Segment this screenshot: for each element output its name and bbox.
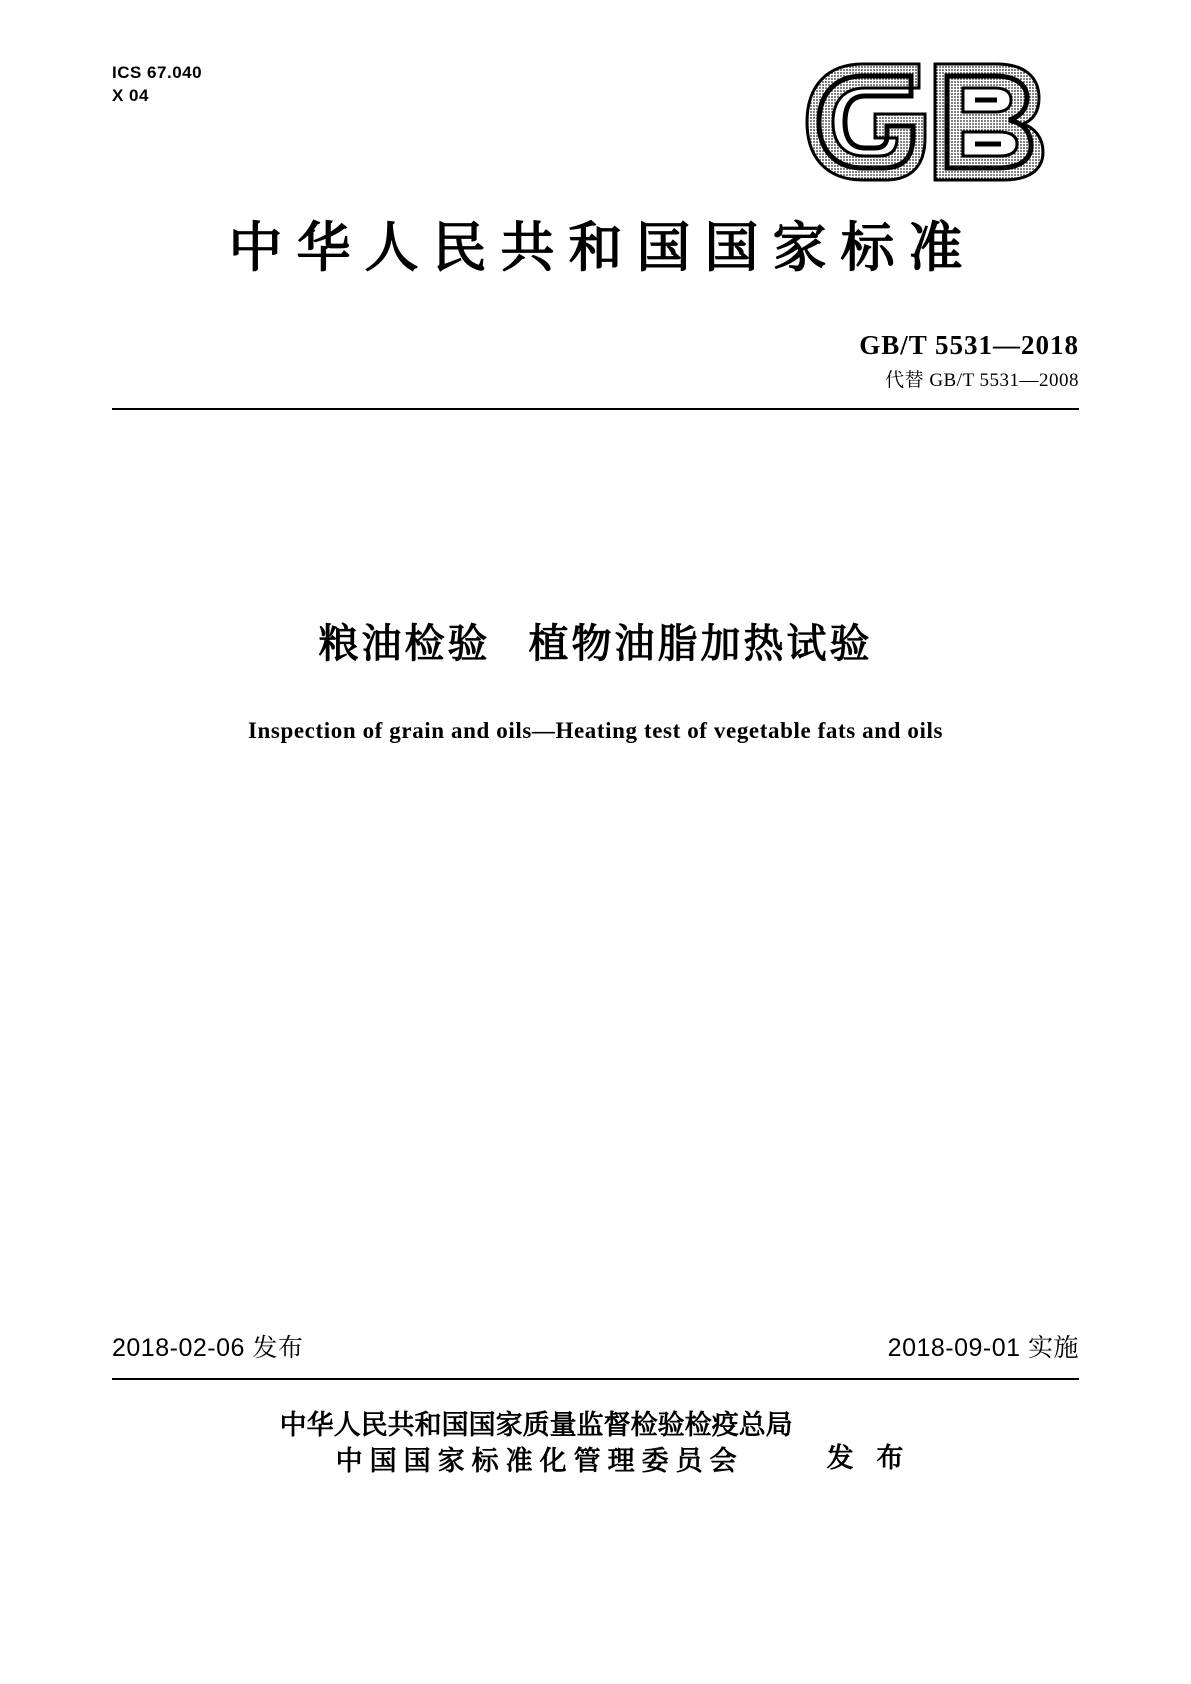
bottom-divider — [112, 1378, 1079, 1380]
ics-code: ICS 67.040 — [112, 63, 203, 82]
top-divider — [112, 408, 1079, 410]
issue-verb: 发 布 — [826, 1443, 912, 1474]
title-chinese-part2: 植物油脂加热试验 — [528, 621, 873, 666]
classification-code: X 04 — [112, 85, 149, 105]
dates-row — [112, 1328, 1079, 1364]
standard-replaces: 代替 GB/T 5531—2008 — [885, 370, 1079, 391]
page-title — [0, 612, 1191, 669]
issue-date: 2018-02-06 发布 — [112, 1334, 304, 1362]
standard-number: GB/T 5531—2018 — [859, 330, 1079, 360]
issuer-names — [280, 1408, 793, 1479]
ics-block — [112, 62, 202, 108]
issuer-line-1: 中华人民共和国国家质量监督检验检疫总局 — [279, 1410, 793, 1440]
page-title-english: Inspection of grain and oils—Heating test of vegetable fats and oils — [247, 718, 944, 743]
title-chinese-part1: 粮油检验 — [318, 621, 491, 666]
standard-number-block — [859, 330, 1079, 392]
implementation-date: 2018-09-01 实施 — [887, 1334, 1079, 1362]
issuer-block — [0, 1408, 1191, 1479]
gb-logo — [801, 60, 1051, 185]
issuer-line-2: 中国国家标准化管理委员会 — [335, 1445, 744, 1476]
national-standard-heading: 中华人民共和国国家标准 — [228, 218, 977, 278]
